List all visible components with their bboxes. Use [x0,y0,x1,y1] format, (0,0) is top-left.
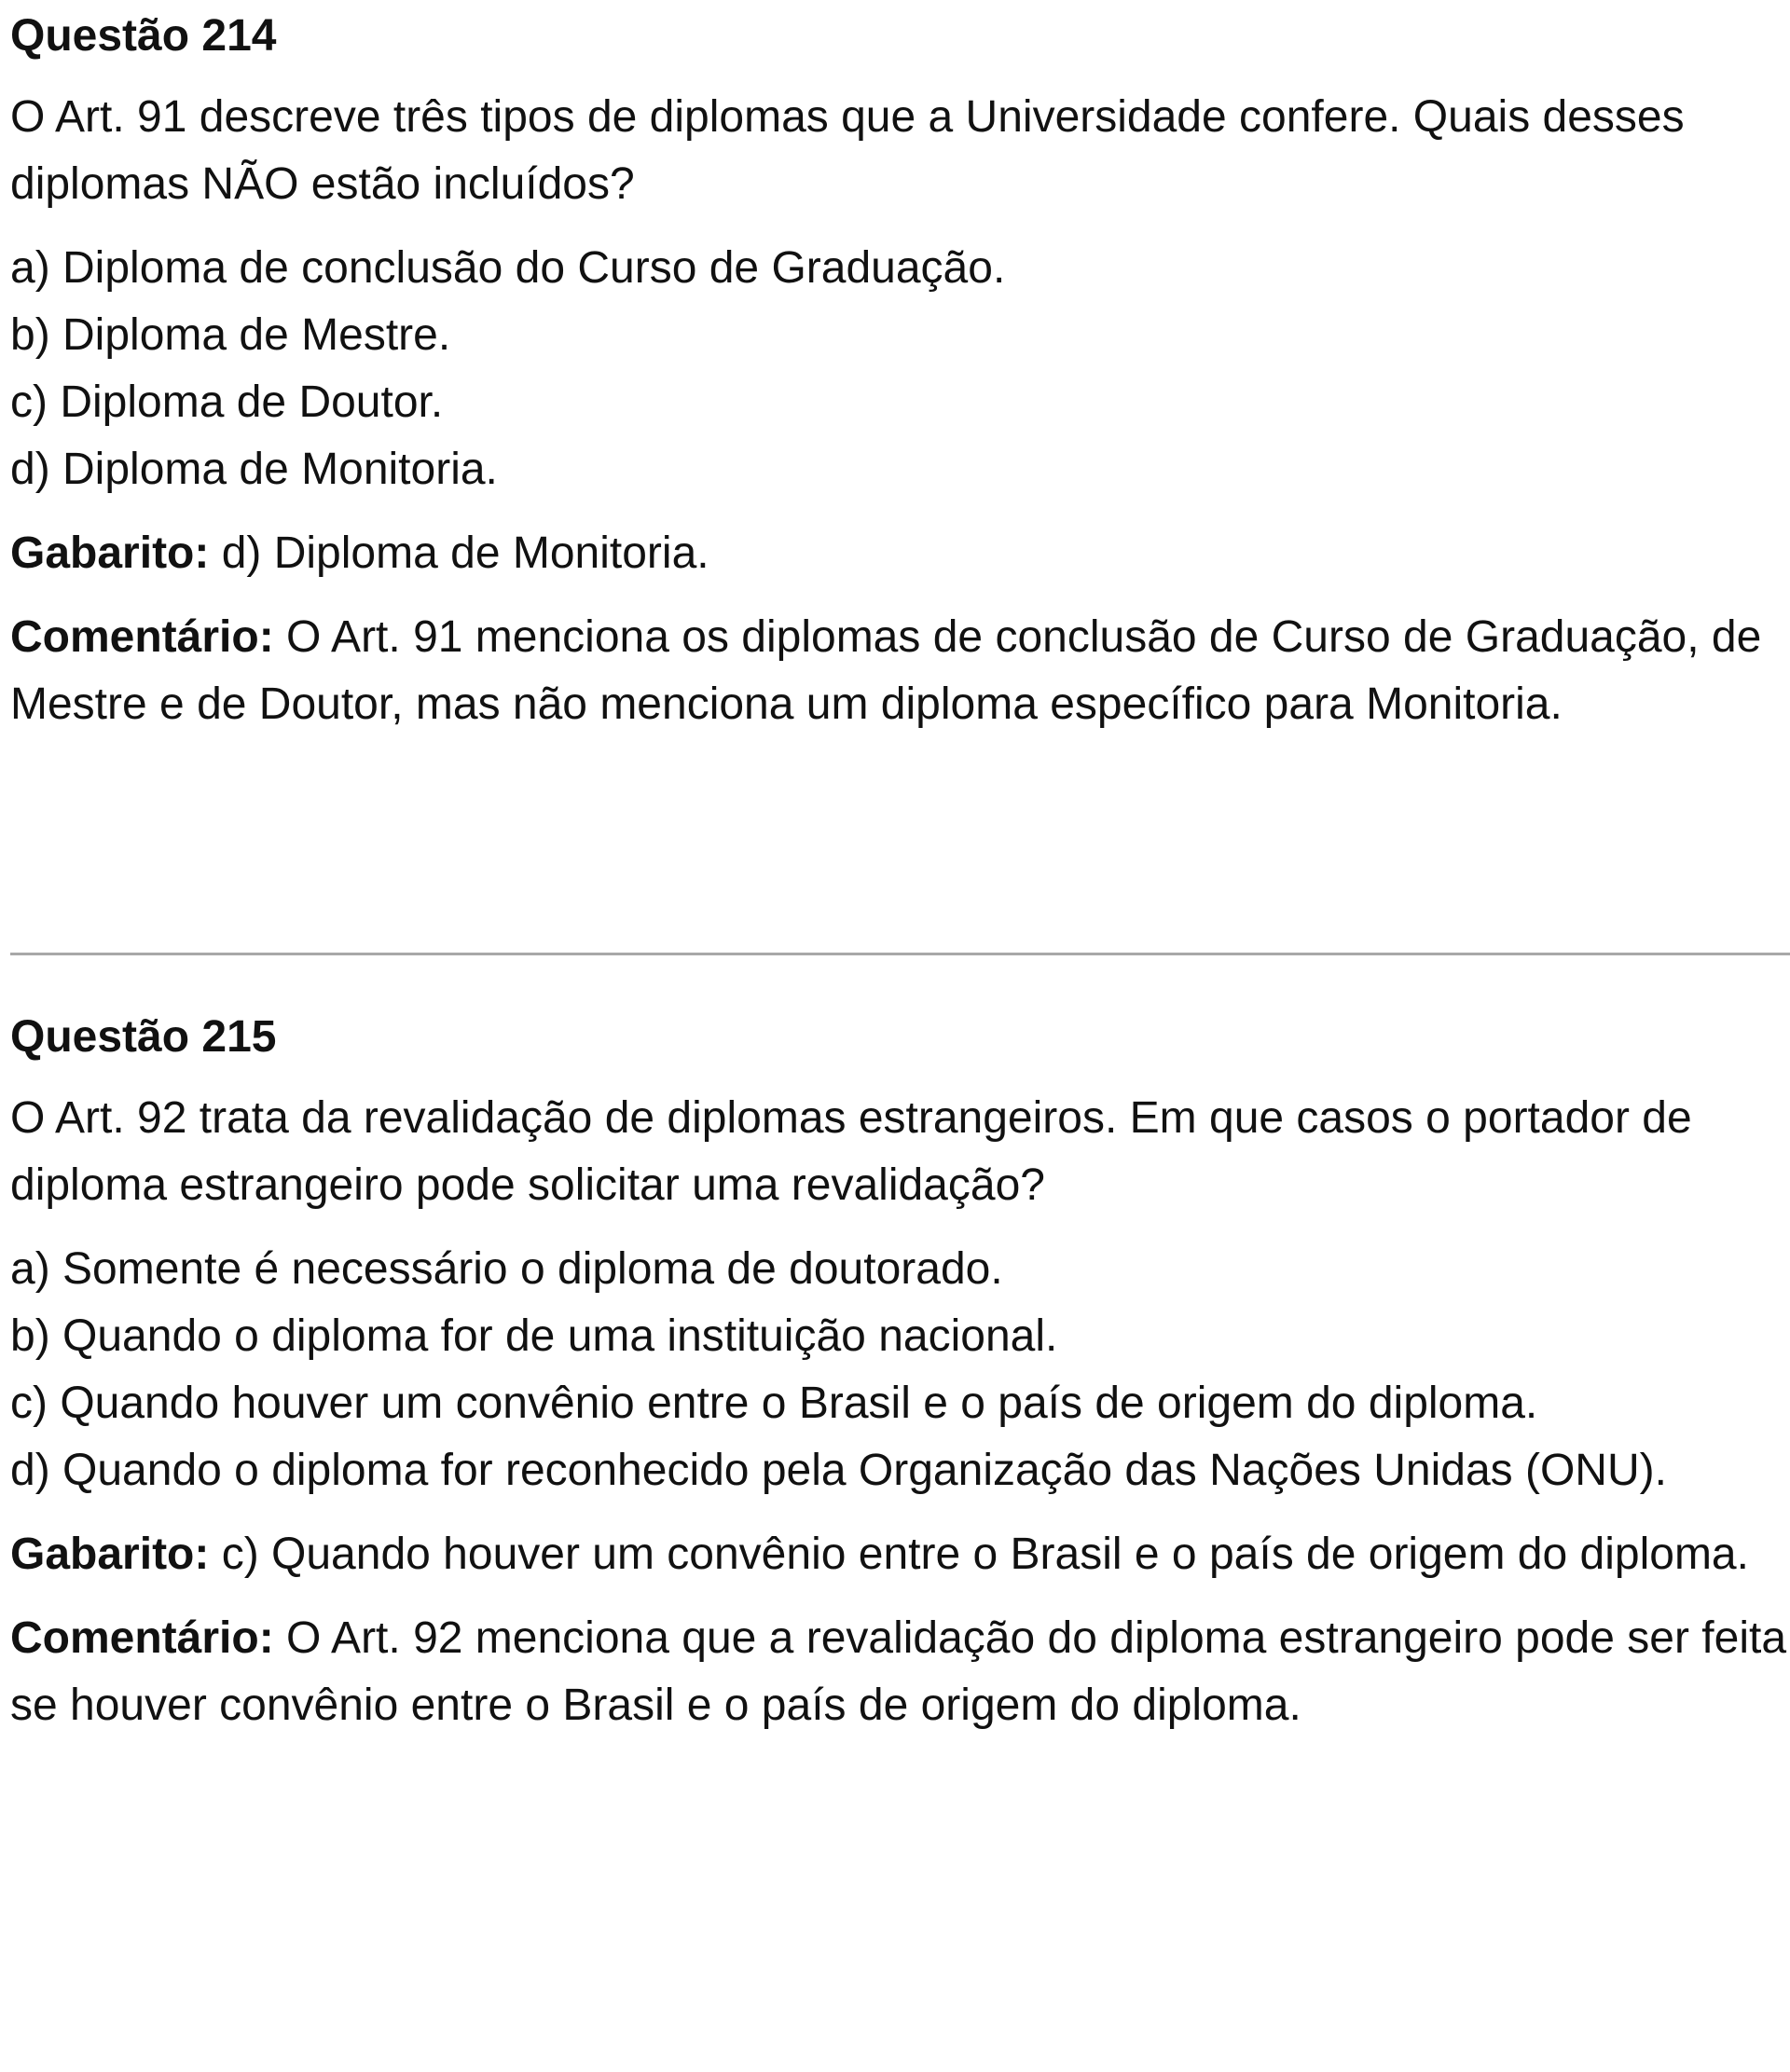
question-title: Questão 214 [10,11,277,61]
answer-key [10,520,1790,587]
question-214 [10,0,1790,738]
option-b: b) Quando o diploma for de uma instituição nacional. [10,1311,1058,1361]
question-215 [10,1009,1790,1739]
option-d: d) Quando o diploma for reconhecido pela Organização das Nações Unidas (ONU). [10,1446,1667,1495]
answer-text: d) Diploma de Monitoria. [221,528,709,578]
options-list [10,1236,1790,1504]
question-text: O Art. 92 trata da revalidação de diplomas estrangeiros. Em que casos o portador de diploma estrangeiro pode solicitar uma revalidação? [10,1093,1692,1210]
option-d: d) Diploma de Monitoria. [10,445,498,494]
document-page-lower [10,1009,1790,1756]
answer-text: c) Quando houver um convênio entre o Brasil e o país de origem do diploma. [221,1530,1749,1579]
answer-key [10,1521,1790,1588]
comment-text: O Art. 92 menciona que a revalidação do diploma estrangeiro pode ser feita se houver convênio entre o Brasil e o país de origem do diploma. [10,1613,1787,1730]
option-a: a) Diploma de conclusão do Curso de Graduação. [10,243,1006,293]
comment-text: O Art. 91 menciona os diplomas de conclusão de Curso de Graduação, de Mestre e de Doutor, mas não menciona um diploma específico para Monitoria. [10,612,1762,729]
question-title: Questão 215 [10,1012,277,1062]
options-list [10,235,1790,503]
option-b: b) Diploma de Mestre. [10,310,451,360]
comment-label: Comentário: [10,1613,274,1663]
section-divider [10,953,1790,955]
option-c: c) Quando houver um convênio entre o Brasil e o país de origem do diploma. [10,1379,1538,1428]
comment [10,604,1790,738]
answer-label: Gabarito: [10,1530,210,1579]
comment-label: Comentário: [10,612,274,662]
question-text: O Art. 91 descreve três tipos de diplomas que a Universidade confere. Quais desses diplomas NÃO estão incluídos? [10,92,1685,209]
option-c: c) Diploma de Doutor. [10,377,444,427]
answer-label: Gabarito: [10,528,210,578]
comment [10,1605,1790,1739]
option-a: a) Somente é necessário o diploma de doutorado. [10,1244,1003,1294]
document-page [10,0,1790,755]
